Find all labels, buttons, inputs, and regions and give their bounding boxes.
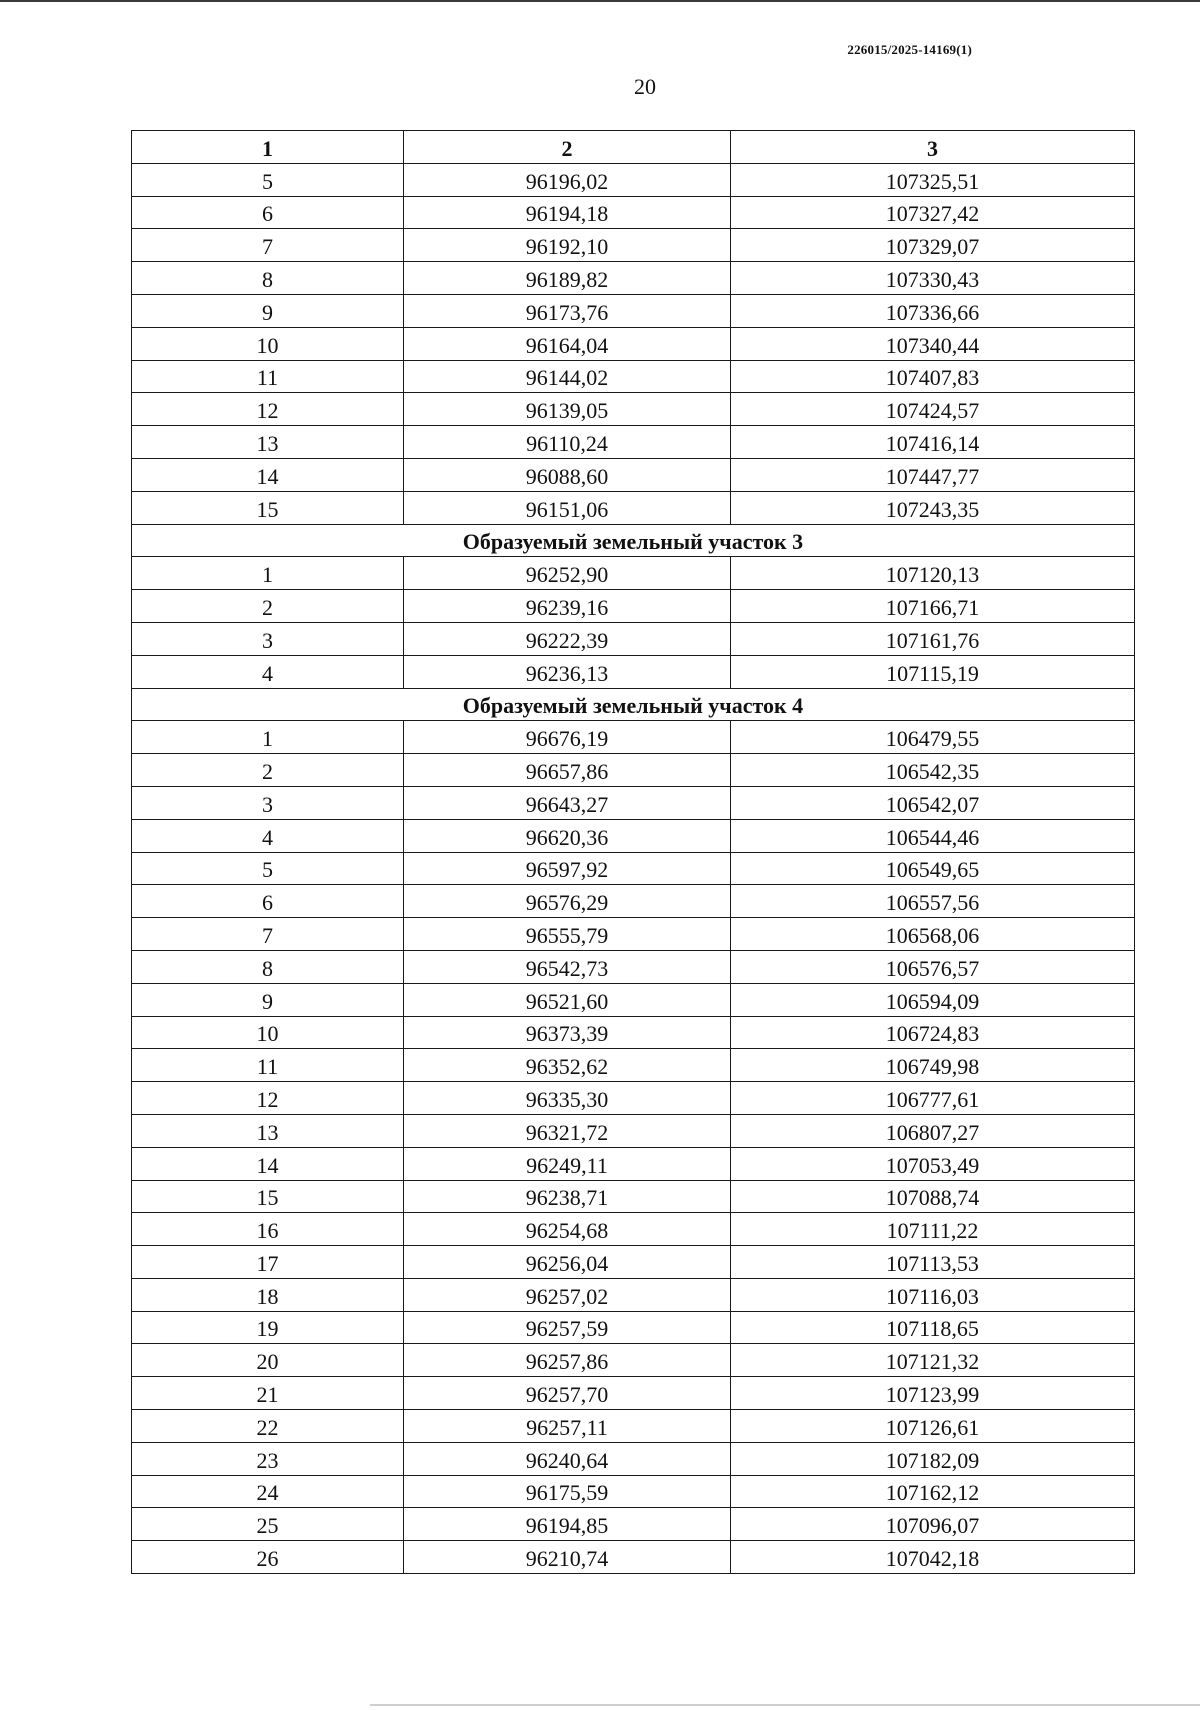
- table-row: [132, 458, 1135, 491]
- cell-y-coordinate: 107327,42: [731, 196, 1135, 229]
- cell-x-coordinate: 96249,11: [404, 1147, 731, 1180]
- cell-point-number: 12: [132, 1082, 404, 1115]
- table-row: [132, 590, 1135, 623]
- cell-x-coordinate: 96151,06: [404, 491, 731, 524]
- cell-point-number: 3: [132, 786, 404, 819]
- cell-point-number: 6: [132, 196, 404, 229]
- cell-y-coordinate: 107113,53: [731, 1246, 1135, 1279]
- table-row: [132, 196, 1135, 229]
- table-row: [132, 1311, 1135, 1344]
- cell-x-coordinate: 96257,70: [404, 1377, 731, 1410]
- cell-x-coordinate: 96173,76: [404, 294, 731, 327]
- cell-x-coordinate: 96164,04: [404, 327, 731, 360]
- cell-y-coordinate: 106557,56: [731, 885, 1135, 918]
- table-row: [132, 262, 1135, 295]
- table-row: [132, 622, 1135, 655]
- cell-x-coordinate: 96236,13: [404, 655, 731, 688]
- cell-point-number: 1: [132, 721, 404, 754]
- cell-point-number: 16: [132, 1213, 404, 1246]
- cell-x-coordinate: 96239,16: [404, 590, 731, 623]
- cell-point-number: 23: [132, 1442, 404, 1475]
- table-row: [132, 360, 1135, 393]
- cell-x-coordinate: 96256,04: [404, 1246, 731, 1279]
- table-row: [132, 1114, 1135, 1147]
- cell-point-number: 15: [132, 491, 404, 524]
- cell-x-coordinate: 96254,68: [404, 1213, 731, 1246]
- table-row: [132, 1049, 1135, 1082]
- cell-x-coordinate: 96620,36: [404, 819, 731, 852]
- cell-x-coordinate: 96189,82: [404, 262, 731, 295]
- cell-point-number: 3: [132, 622, 404, 655]
- cell-point-number: 5: [132, 163, 404, 196]
- cell-y-coordinate: 107424,57: [731, 393, 1135, 426]
- cell-y-coordinate: 106807,27: [731, 1114, 1135, 1147]
- cell-point-number: 10: [132, 1016, 404, 1049]
- table-row: [132, 163, 1135, 196]
- cell-x-coordinate: 96139,05: [404, 393, 731, 426]
- cell-point-number: 13: [132, 1114, 404, 1147]
- table-row: [132, 1541, 1135, 1574]
- cell-x-coordinate: 96257,86: [404, 1344, 731, 1377]
- table-header-row: [132, 131, 1135, 164]
- cell-x-coordinate: 96257,59: [404, 1311, 731, 1344]
- cell-point-number: 14: [132, 458, 404, 491]
- cell-x-coordinate: 96335,30: [404, 1082, 731, 1115]
- section-title: Образуемый земельный участок 4: [132, 688, 1135, 721]
- cell-y-coordinate: 106724,83: [731, 1016, 1135, 1049]
- cell-x-coordinate: 96555,79: [404, 918, 731, 951]
- table-row: [132, 1278, 1135, 1311]
- cell-point-number: 4: [132, 819, 404, 852]
- cell-y-coordinate: 107447,77: [731, 458, 1135, 491]
- cell-x-coordinate: 96597,92: [404, 852, 731, 885]
- cell-x-coordinate: 96257,02: [404, 1278, 731, 1311]
- cell-y-coordinate: 107325,51: [731, 163, 1135, 196]
- column-header-point-number: 1: [132, 131, 404, 164]
- table-row: [132, 721, 1135, 754]
- table-row: [132, 327, 1135, 360]
- table-row: [132, 393, 1135, 426]
- cell-point-number: 12: [132, 393, 404, 426]
- cell-point-number: 18: [132, 1278, 404, 1311]
- cell-point-number: 26: [132, 1541, 404, 1574]
- cell-point-number: 7: [132, 229, 404, 262]
- table-row: [132, 655, 1135, 688]
- cell-y-coordinate: 107340,44: [731, 327, 1135, 360]
- table-row: [132, 885, 1135, 918]
- table-row: [132, 491, 1135, 524]
- cell-point-number: 1: [132, 557, 404, 590]
- table-row: [132, 1180, 1135, 1213]
- cell-y-coordinate: 106568,06: [731, 918, 1135, 951]
- cell-point-number: 20: [132, 1344, 404, 1377]
- cell-point-number: 4: [132, 655, 404, 688]
- cell-point-number: 10: [132, 327, 404, 360]
- cell-y-coordinate: 107243,35: [731, 491, 1135, 524]
- table-row: [132, 983, 1135, 1016]
- section-row: [132, 524, 1135, 557]
- cell-x-coordinate: 96194,85: [404, 1508, 731, 1541]
- table-row: [132, 1475, 1135, 1508]
- cell-y-coordinate: 107123,99: [731, 1377, 1135, 1410]
- table-row: [132, 1442, 1135, 1475]
- cell-point-number: 11: [132, 360, 404, 393]
- cell-x-coordinate: 96576,29: [404, 885, 731, 918]
- page-number: 20: [634, 74, 656, 99]
- cell-x-coordinate: 96257,11: [404, 1410, 731, 1443]
- cell-x-coordinate: 96373,39: [404, 1016, 731, 1049]
- cell-point-number: 9: [132, 983, 404, 1016]
- cell-y-coordinate: 107111,22: [731, 1213, 1135, 1246]
- cell-point-number: 13: [132, 426, 404, 459]
- cell-x-coordinate: 96252,90: [404, 557, 731, 590]
- table-row: [132, 294, 1135, 327]
- cell-x-coordinate: 96175,59: [404, 1475, 731, 1508]
- cell-point-number: 19: [132, 1311, 404, 1344]
- cell-x-coordinate: 96542,73: [404, 950, 731, 983]
- cell-x-coordinate: 96240,64: [404, 1442, 731, 1475]
- cell-y-coordinate: 107042,18: [731, 1541, 1135, 1574]
- table-row: [132, 229, 1135, 262]
- cell-y-coordinate: 106576,57: [731, 950, 1135, 983]
- cell-point-number: 24: [132, 1475, 404, 1508]
- section-title: Образуемый земельный участок 3: [132, 524, 1135, 557]
- table-row: [132, 852, 1135, 885]
- cell-point-number: 25: [132, 1508, 404, 1541]
- column-header-x: 2: [404, 131, 731, 164]
- cell-y-coordinate: 107416,14: [731, 426, 1135, 459]
- table-row: [132, 1082, 1135, 1115]
- table-row: [132, 754, 1135, 787]
- cell-y-coordinate: 107162,12: [731, 1475, 1135, 1508]
- cell-y-coordinate: 107053,49: [731, 1147, 1135, 1180]
- cell-x-coordinate: 96352,62: [404, 1049, 731, 1082]
- cell-y-coordinate: 106749,98: [731, 1049, 1135, 1082]
- cell-point-number: 17: [132, 1246, 404, 1279]
- cell-point-number: 2: [132, 754, 404, 787]
- cell-point-number: 22: [132, 1410, 404, 1443]
- scan-edge-bottom: [370, 1704, 1200, 1706]
- cell-x-coordinate: 96196,02: [404, 163, 731, 196]
- cell-y-coordinate: 106542,35: [731, 754, 1135, 787]
- cell-y-coordinate: 106544,46: [731, 819, 1135, 852]
- cell-y-coordinate: 107118,65: [731, 1311, 1135, 1344]
- cell-y-coordinate: 107166,71: [731, 590, 1135, 623]
- table-row: [132, 1344, 1135, 1377]
- cell-y-coordinate: 107330,43: [731, 262, 1135, 295]
- cell-y-coordinate: 107407,83: [731, 360, 1135, 393]
- cell-y-coordinate: 106594,09: [731, 983, 1135, 1016]
- section-row: [132, 688, 1135, 721]
- cell-y-coordinate: 106777,61: [731, 1082, 1135, 1115]
- table-row: [132, 1508, 1135, 1541]
- table-body: [132, 163, 1135, 1573]
- cell-y-coordinate: 107329,07: [731, 229, 1135, 262]
- cell-y-coordinate: 107161,76: [731, 622, 1135, 655]
- cell-x-coordinate: 96144,02: [404, 360, 731, 393]
- cell-point-number: 8: [132, 262, 404, 295]
- cell-point-number: 6: [132, 885, 404, 918]
- scan-edge-top: [0, 0, 1200, 2]
- cell-x-coordinate: 96238,71: [404, 1180, 731, 1213]
- table-row: [132, 1246, 1135, 1279]
- cell-y-coordinate: 107126,61: [731, 1410, 1135, 1443]
- column-header-y: 3: [731, 131, 1135, 164]
- table-row: [132, 819, 1135, 852]
- cell-y-coordinate: 107116,03: [731, 1278, 1135, 1311]
- cell-y-coordinate: 107120,13: [731, 557, 1135, 590]
- cell-y-coordinate: 107121,32: [731, 1344, 1135, 1377]
- cell-y-coordinate: 107336,66: [731, 294, 1135, 327]
- cell-point-number: 8: [132, 950, 404, 983]
- cell-x-coordinate: 96088,60: [404, 458, 731, 491]
- cell-x-coordinate: 96321,72: [404, 1114, 731, 1147]
- cell-x-coordinate: 96643,27: [404, 786, 731, 819]
- table-row: [132, 557, 1135, 590]
- cell-x-coordinate: 96194,18: [404, 196, 731, 229]
- table-row: [132, 786, 1135, 819]
- cell-x-coordinate: 96210,74: [404, 1541, 731, 1574]
- cell-x-coordinate: 96192,10: [404, 229, 731, 262]
- table-row: [132, 1147, 1135, 1180]
- cell-x-coordinate: 96222,39: [404, 622, 731, 655]
- table-row: [132, 918, 1135, 951]
- cell-x-coordinate: 96657,86: [404, 754, 731, 787]
- document-reference-number: 226015/2025-14169(1): [847, 42, 972, 57]
- cell-point-number: 9: [132, 294, 404, 327]
- cell-point-number: 2: [132, 590, 404, 623]
- cell-y-coordinate: 107182,09: [731, 1442, 1135, 1475]
- cell-y-coordinate: 107115,19: [731, 655, 1135, 688]
- cell-x-coordinate: 96110,24: [404, 426, 731, 459]
- cell-y-coordinate: 107088,74: [731, 1180, 1135, 1213]
- table-row: [132, 426, 1135, 459]
- cell-point-number: 11: [132, 1049, 404, 1082]
- cell-y-coordinate: 106479,55: [731, 721, 1135, 754]
- cell-y-coordinate: 106542,07: [731, 786, 1135, 819]
- table-row: [132, 1410, 1135, 1443]
- cell-point-number: 14: [132, 1147, 404, 1180]
- coordinates-table: [131, 130, 1135, 1574]
- cell-point-number: 21: [132, 1377, 404, 1410]
- cell-x-coordinate: 96676,19: [404, 721, 731, 754]
- cell-point-number: 15: [132, 1180, 404, 1213]
- cell-x-coordinate: 96521,60: [404, 983, 731, 1016]
- table-row: [132, 1377, 1135, 1410]
- table-row: [132, 1016, 1135, 1049]
- table-row: [132, 1213, 1135, 1246]
- table-row: [132, 950, 1135, 983]
- cell-y-coordinate: 107096,07: [731, 1508, 1135, 1541]
- cell-point-number: 5: [132, 852, 404, 885]
- cell-y-coordinate: 106549,65: [731, 852, 1135, 885]
- cell-point-number: 7: [132, 918, 404, 951]
